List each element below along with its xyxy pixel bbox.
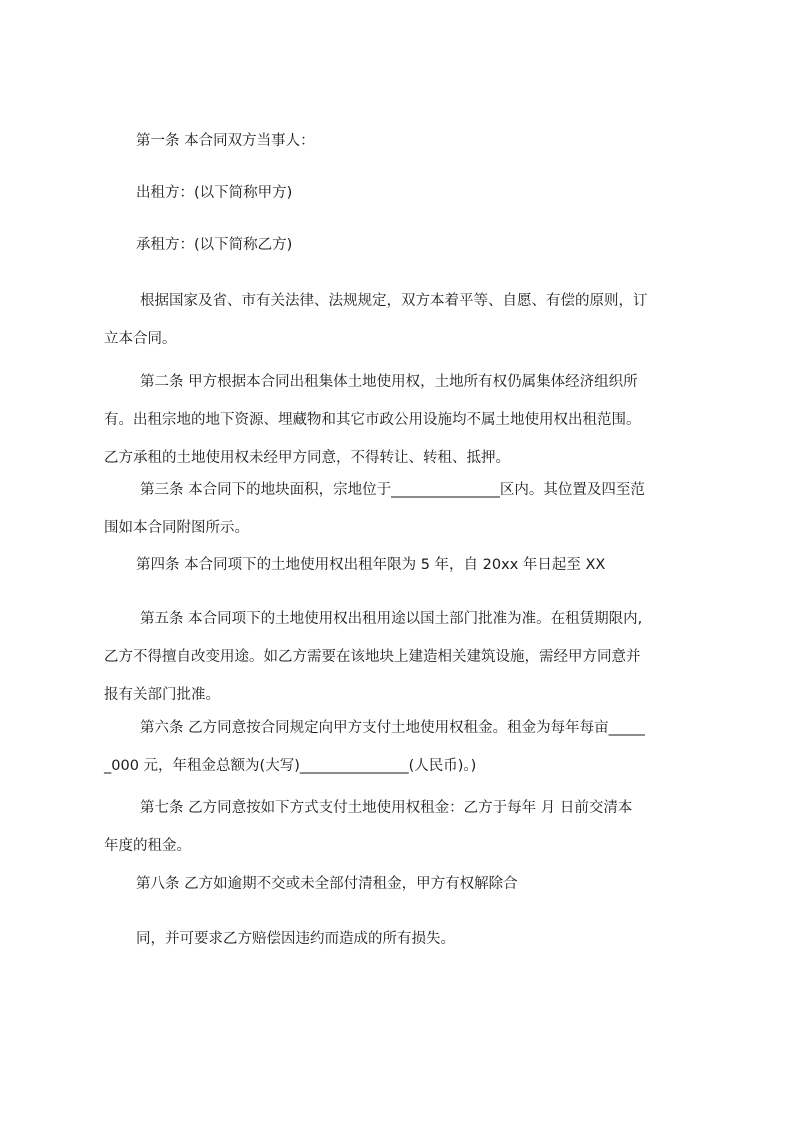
- preamble-line-2: 立本合同。: [104, 331, 177, 347]
- article-5-line-2: 乙方不得擅自改变用途。如乙方需要在该地块上建造相关建筑设施，需经甲方同意并: [104, 649, 641, 665]
- article-6: [104, 718, 645, 794]
- article-4: [136, 558, 605, 573]
- article-3-line-2: 围如本合同附图所示。: [104, 520, 249, 536]
- lessee-text: 承租方：(以下简称乙方): [136, 237, 293, 253]
- article-6-line-1: 第六条 乙方同意按合同规定向甲方支付土地使用权租金。租金为每年每亩_____: [140, 720, 645, 736]
- article-3: [104, 480, 645, 556]
- article-5-line-3: 报有关部门批准。: [104, 687, 220, 703]
- article-7: [104, 798, 632, 874]
- article-2-line-3: 乙方承租的土地使用权未经甲方同意，不得转让、转租、抵押。: [104, 450, 510, 466]
- article-3-line-1: 第三条 本合同下的地块面积，宗地位于_______________区内。其位置及四至范: [140, 482, 645, 498]
- article-6-line-2: _000 元，年租金总额为(大写)_______________(人民币)。): [104, 758, 477, 774]
- lessor-line: [136, 186, 292, 201]
- article-1: [136, 134, 315, 149]
- article-8-continued: [136, 932, 455, 947]
- preamble-line-1: 根据国家及省、市有关法律、法规规定，双方本着平等、自愿、有偿的原则，订: [140, 293, 648, 309]
- article-2-line-2: 有。出租宗地的地下资源、埋藏物和其它市政公用设施均不属土地使用权出租范围。: [104, 412, 641, 428]
- article-8: [136, 877, 518, 892]
- article-7-line-1: 第七条 乙方同意按如下方式支付土地使用权租金：乙方于每年 月 日前交清本: [140, 800, 633, 816]
- article-5: [104, 609, 642, 723]
- article-8-continued-text: 同，并可要求乙方赔偿因违约而造成的所有损失。: [136, 931, 455, 947]
- article-8-text: 第八条 乙方如逾期不交或未全部付清租金，甲方有权解除合: [136, 876, 518, 892]
- article-5-line-1: 第五条 本合同项下的土地使用权出租用途以国土部门批准为准。在租赁期限内,: [140, 611, 643, 627]
- article-2: [104, 372, 641, 486]
- article-4-text: 第四条 本合同项下的土地使用权出租年限为 5 年，自 20xx 年日起至 XX: [136, 557, 606, 573]
- article-7-line-2: 年度的租金。: [104, 838, 191, 854]
- lessor-text: 出租方：(以下简称甲方): [136, 185, 293, 201]
- preamble-paragraph: [104, 291, 648, 367]
- article-1-text: 第一条 本合同双方当事人：: [136, 133, 315, 149]
- article-2-line-1: 第二条 甲方根据本合同出租集体土地使用权，土地所有权仍属集体经济组织所: [140, 374, 638, 390]
- lessee-line: [136, 238, 292, 253]
